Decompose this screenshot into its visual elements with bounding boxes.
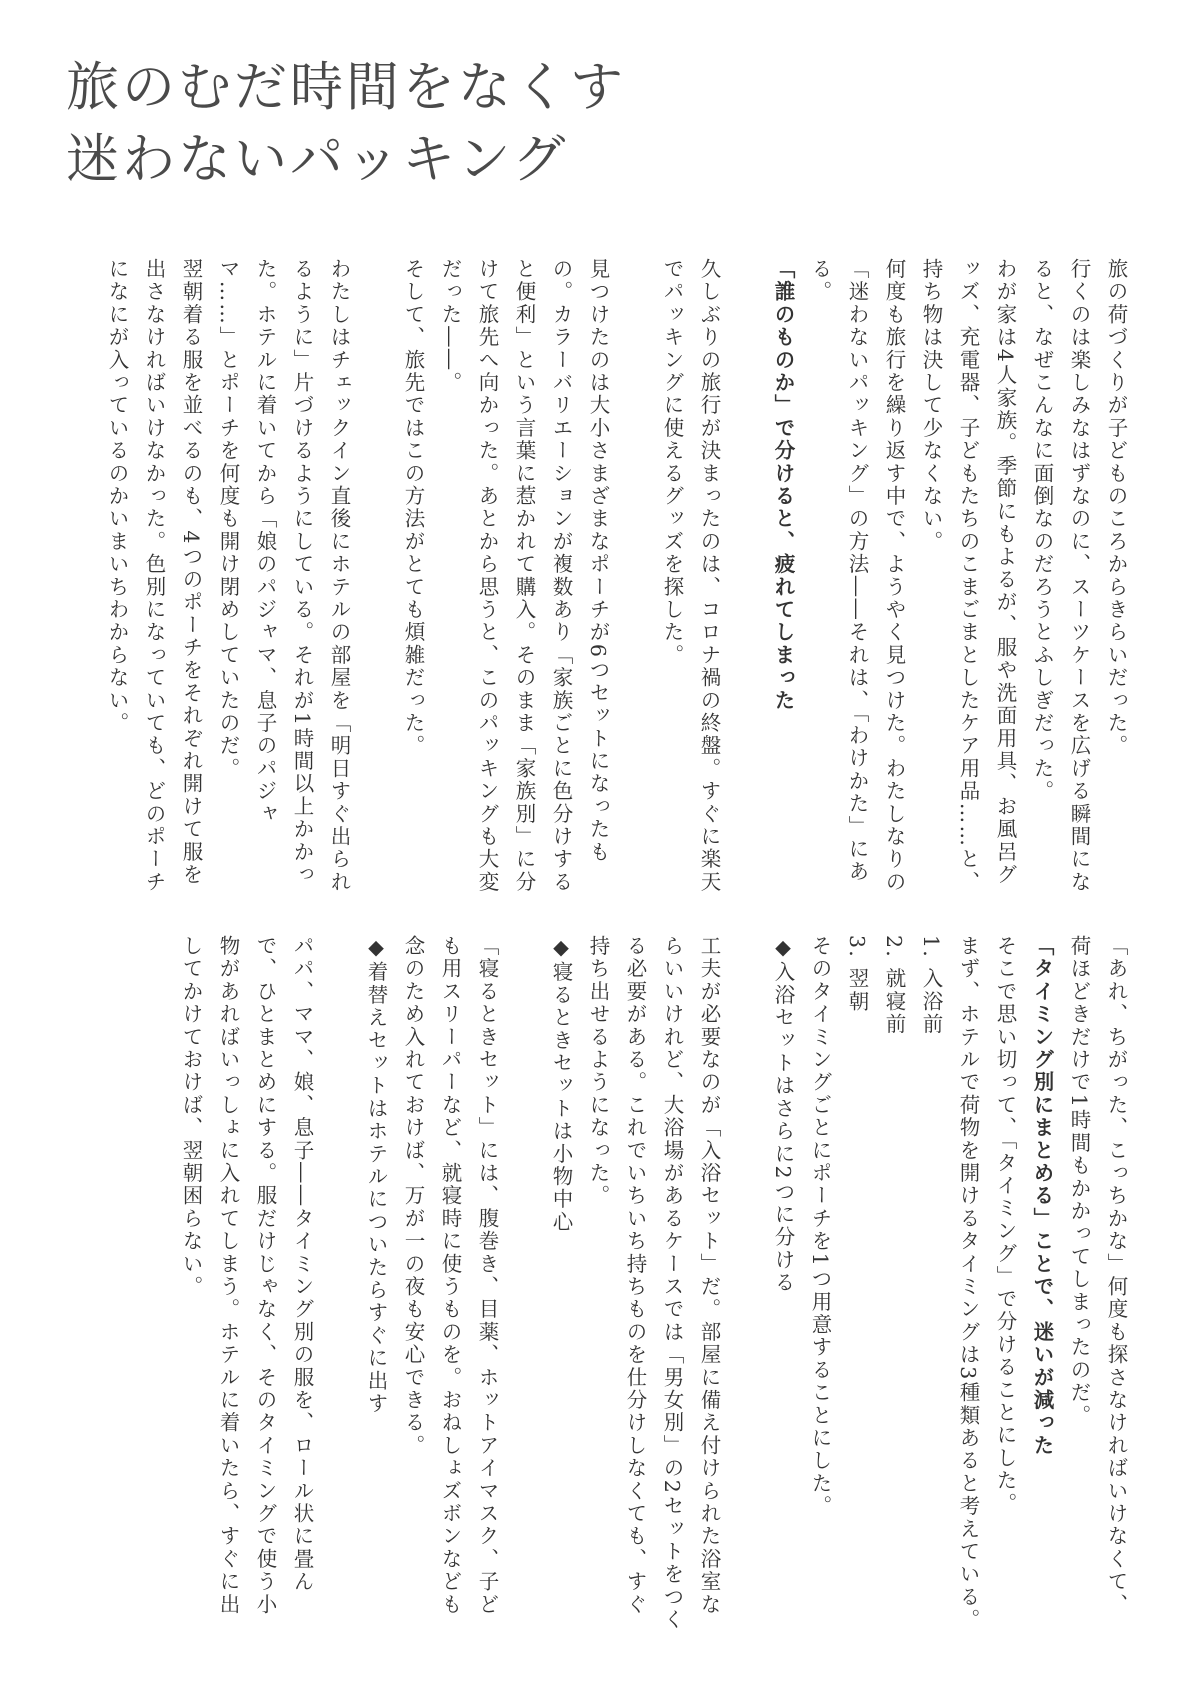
title-line-1: 旅のむだ時間をなくす (66, 57, 626, 118)
paragraph: まず、ホテルで荷物を開けるタイミングは3種類あると考えている。 (956, 935, 980, 1632)
paragraph: 翌朝着る服を並べるのも、4つのポーチをそれぞれ開けて服を出さなければいけなかった。色別になっていても、どのポーチになにが入っているのかいまいちわからない。 (105, 258, 203, 894)
paragraph: 旅の荷づくりが子どものころからきらいだった。 (1104, 258, 1128, 758)
list-item: 3. 翌朝 (845, 935, 869, 1014)
list-item: 2. 就寝前 (882, 935, 906, 1036)
article-upper-section (66, 258, 1134, 898)
paragraph: そのタイミングごとにポーチを1つ用意することにした。 (808, 935, 832, 1518)
paragraph: 行くのは楽しみなはずなのに、スーツケースを広げる瞬間になると、なぜこんなに面倒なのだろうとふしぎだった。 (1030, 258, 1091, 894)
paragraph: 「寝るときセット」には、腹巻き、目薬、ホットアイマスク、子ども用スリーパーなど、就寝時に使うものを。おねしょズボンなども念のため入れておけば、万が一の夜も安心できる。 (401, 935, 499, 1616)
paragraph: わが家は4人家族。季節にもよるが、服や洗面用具、お風呂グッズ、充電器、子どもたちのこまごまとしたケア用品……と、持ち物は決して少なくない。 (919, 258, 1017, 894)
paragraph: 何度も旅行を繰り返す中で、ようやく見つけた。わたしなりの「迷わないパッキング」の方法――それは、「わけかた」にある。 (808, 258, 906, 894)
title-line-2: 迷わないパッキング (66, 129, 569, 190)
list-item: 1. 入浴前 (919, 935, 943, 1036)
article-lower-section (66, 935, 1134, 1635)
paragraph: わたしはチェックイン直後にホテルの部屋を「明日すぐ出られるように」片づけるようにしている。それが1時間以上かかった。ホテルに着いてから「娘のパジャマ、息子のパジャマ……」とポーチを何度も開け閉めしていたのだ。 (216, 258, 351, 894)
section-heading: 「誰のものか」で分けると、疲れてしまった (771, 258, 795, 712)
paragraph: そこで思い切って、「タイミング」で分けることにした。 (993, 935, 1017, 1515)
subheading: ◆寝るときセットは小物中心 (549, 935, 573, 1234)
paragraph: 「あれ、ちがった、こっちかな」何度も探さなければいけなくて、荷ほどきだけで1時間もかかってしまったのだ。 (1067, 935, 1128, 1616)
section-heading: 「タイミング別にまとめる」ことで、迷いが減った (1030, 935, 1054, 1458)
paragraph: パパ、ママ、娘、息子――タイミング別の服を、ロール状に畳んで、ひとまとめにする。服だけじゃなく、そのタイミングで使う小物があればいっしょに入れてしまう。ホテルに着いたら、すぐに出してかけておけば、翌朝困らない。 (179, 935, 314, 1616)
paragraph: 久しぶりの旅行が決まったのは、コロナ禍の終盤。すぐに楽天でパッキングに使えるグッズを探した。 (660, 258, 721, 894)
paragraph: 工夫が必要なのが「入浴セット」だ。部屋に備え付けられた浴室ならいいけれど、大浴場があるケースでは「男女別」の2セットをつくる必要がある。これでいちいち持ちものを仕分けしなくても、すぐ持ち出せるようになった。 (586, 935, 721, 1632)
page-title (66, 52, 626, 196)
paragraph: そして、旅先ではこの方法がとても煩雑だった。 (401, 258, 425, 758)
paragraph: 見つけたのは大小さまざまなポーチが6つセットになったもの。カラーバリエーションが複数あり「家族ごとに色分けすると便利」という言葉に惹かれて購入。そのまま「家族別」に分けて旅先へ向かった。あとから思うと、このパッキングも大変だった――。 (438, 258, 610, 894)
subheading: ◆着替えセットはホテルについたらすぐに出す (364, 935, 388, 1416)
subheading: ◆入浴セットはさらに2つに分ける (771, 935, 795, 1295)
